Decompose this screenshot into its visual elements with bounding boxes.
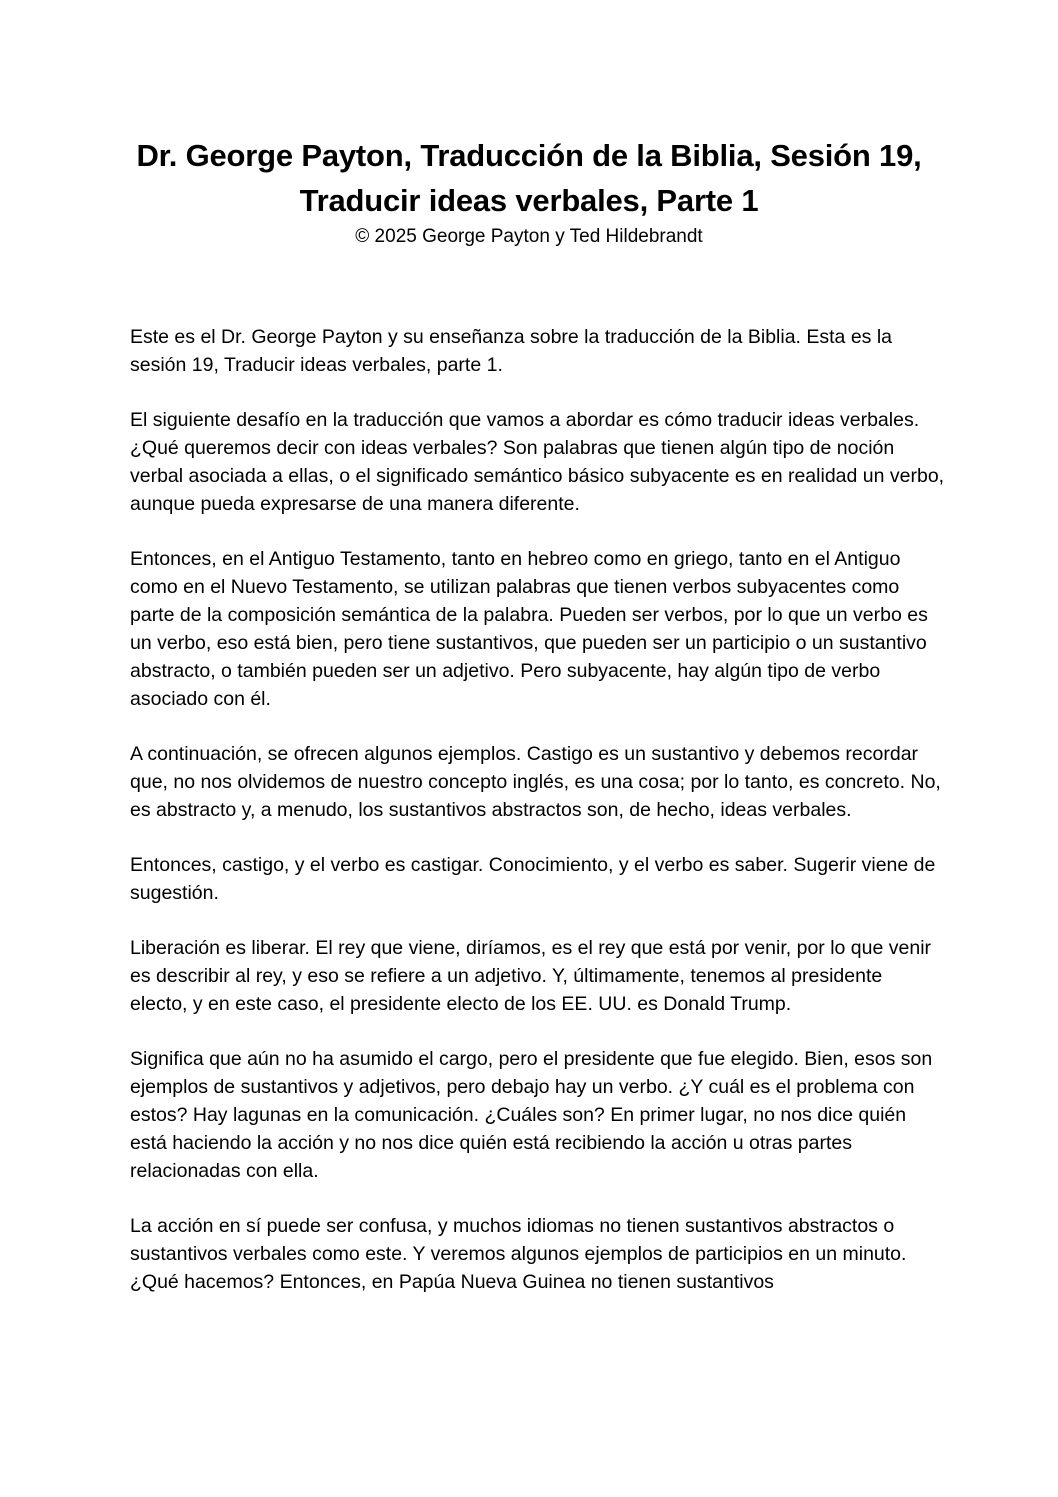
- paragraph-4: A continuación, se ofrecen algunos ejemplos. Castigo es un sustantivo y debemos recordar que, no nos olvidemos de nuestro concepto inglés, es una cosa; por lo tanto, es concreto. No, es abstracto y, a menudo, los sustantivos abstractos son, de hecho, ideas verbales.: [130, 743, 941, 821]
- title-line-1: Dr. George Payton, Traducción de la Biblia, Sesión 19,: [136, 138, 922, 173]
- document-body: [130, 323, 945, 1323]
- document-title: [100, 133, 958, 223]
- paragraph-6: Liberación es liberar. El rey que viene, diríamos, es el rey que está por venir, por lo que venir es describir al rey, y eso se refiere a un adjetivo. Y, últimamente, tenemos al presidente electo, y en este caso, el presidente electo de los EE. UU. es Donald Trump.: [130, 937, 932, 1015]
- paragraph-5: Entonces, castigo, y el verbo es castigar. Conocimiento, y el verbo es saber. Sugerir viene de sugestión.: [130, 854, 936, 904]
- paragraph-3: Entonces, en el Antiguo Testamento, tanto en hebreo como en griego, tanto en el Antiguo como en el Nuevo Testamento, se utilizan palabras que tienen verbos subyacentes como parte de la composición semántica de la palabra. Pueden ser verbos, por lo que un verbo es un verbo, eso está bien, pero tiene sustantivos, que pueden ser un participio o un sustantivo abstracto, o también pueden ser un adjetivo. Pero subyacente, hay algún tipo de verbo asociado con él.: [130, 548, 928, 710]
- paragraph-8: La acción en sí puede ser confusa, y muchos idiomas no tienen sustantivos abstractos o sustantivos verbales como este. Y veremos algunos ejemplos de participios en un minuto. ¿Qué hacemos? Entonces, en Papúa Nueva Guinea no tienen sustantivos: [130, 1215, 907, 1293]
- paragraph-7: Significa que aún no ha asumido el cargo, pero el presidente que fue elegido. Bien, esos son ejemplos de sustantivos y adjetivos, pero debajo hay un verbo. ¿Y cuál es el problema con estos? Hay lagunas en la comunicación. ¿Cuáles son? En primer lugar, no nos dice quién está haciendo la acción y no nos dice quién está recibiendo la acción u otras partes relacionadas con ella.: [130, 1048, 933, 1182]
- document-header: [100, 133, 958, 251]
- title-line-2: Traducir ideas verbales, Parte 1: [299, 183, 759, 218]
- copyright-notice: © 2025 George Payton y Ted Hildebrandt: [355, 226, 703, 247]
- paragraph-2: El siguiente desafío en la traducción que vamos a abordar es cómo traducir ideas verbales. ¿Qué queremos decir con ideas verbales? Son palabras que tienen algún tipo de noción verbal asociada a ellas, o el significado semántico básico subyacente es en realidad un verbo, aunque pueda expresarse de una manera diferente.: [130, 409, 945, 515]
- paragraph-1: Este es el Dr. George Payton y su enseñanza sobre la traducción de la Biblia. Esta es la sesión 19, Traducir ideas verbales, parte 1.: [130, 326, 893, 376]
